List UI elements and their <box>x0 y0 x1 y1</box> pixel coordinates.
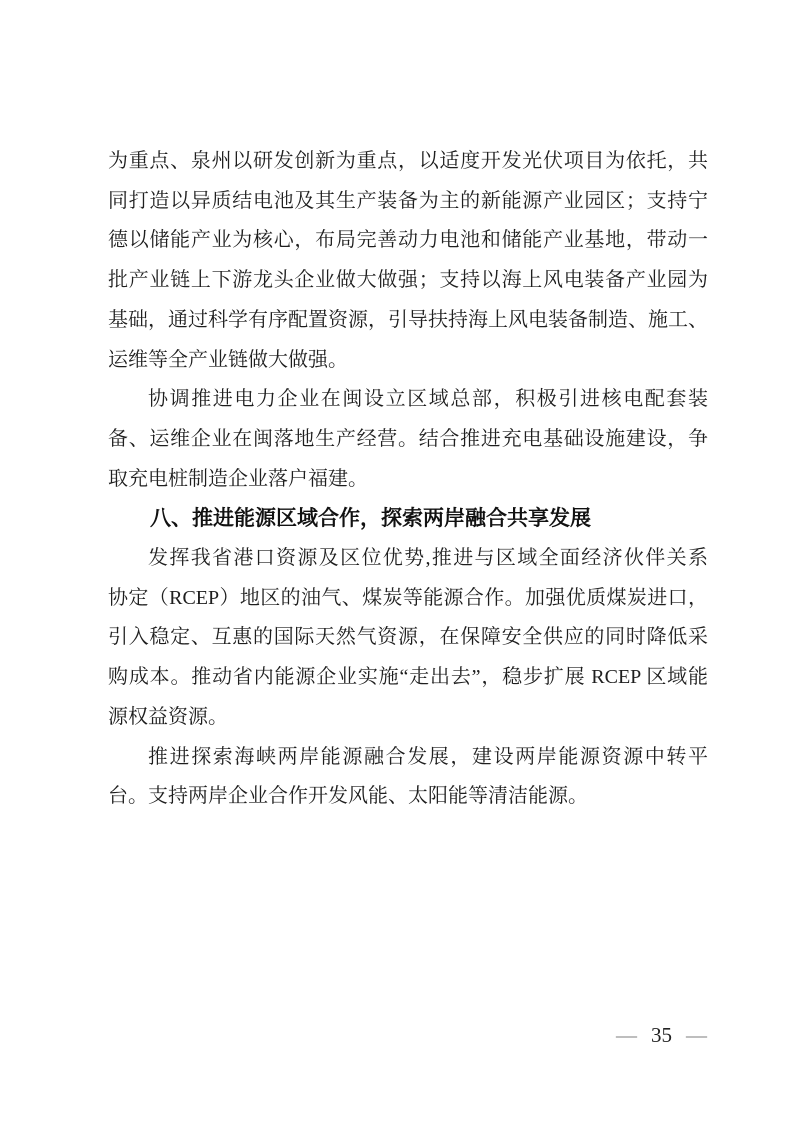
page-number <box>616 1022 707 1048</box>
text-line: 发挥我省港口资源及区位优势,推进与区域全面经济伙伴关系 <box>148 547 708 570</box>
text-line: 取充电桩制造企业落户福建。 <box>108 467 368 490</box>
text-line: 协调推进电力企业在闽设立区域总部，积极引进核电配套装 <box>148 388 708 411</box>
text-line: 批产业链上下游龙头企业做大做强；支持以海上风电装备产业园为 <box>108 269 708 292</box>
page-number-value: 35 <box>651 1023 672 1047</box>
text-line: 台。支持两岸企业合作开发风能、太阳能等清洁能源。 <box>108 785 588 808</box>
section-heading: 八、推进能源区域合作，探索两岸融合共享发展 <box>150 507 591 531</box>
paragraph <box>108 380 708 499</box>
page-number-dash-left: — <box>616 1023 637 1047</box>
paragraph <box>108 539 708 738</box>
text-line: 源权益资源。 <box>108 705 228 728</box>
text-line: 购成本。推动省内能源企业实施“走出去”，稳步扩展 RCEP 区域能 <box>108 666 708 689</box>
text-line: 运维等全产业链做大做强。 <box>108 348 348 371</box>
paragraph <box>108 142 708 380</box>
text-line: 推进探索海峡两岸能源融合发展，建设两岸能源资源中转平 <box>148 745 708 768</box>
document-body <box>108 142 708 817</box>
text-line: 协定（RCEP）地区的油气、煤炭等能源合作。加强优质煤炭进口， <box>108 586 708 609</box>
text-line: 德以储能产业为核心，布局完善动力电池和储能产业基地，带动一 <box>108 229 708 252</box>
text-line: 基础，通过科学有序配置资源，引导扶持海上风电装备制造、施工、 <box>108 308 708 331</box>
paragraph <box>108 738 708 817</box>
text-line: 同打造以异质结电池及其生产装备为主的新能源产业园区；支持宁 <box>108 189 708 212</box>
text-line: 为重点、泉州以研发创新为重点，以适度开发光伏项目为依托，共 <box>108 150 708 172</box>
text-line: 引入稳定、互惠的国际天然气资源，在保障安全供应的同时降低采 <box>108 626 708 649</box>
text-line: 备、运维企业在闽落地生产经营。结合推进充电基础设施建设，争 <box>108 427 708 450</box>
page-number-dash-right: — <box>686 1023 707 1047</box>
